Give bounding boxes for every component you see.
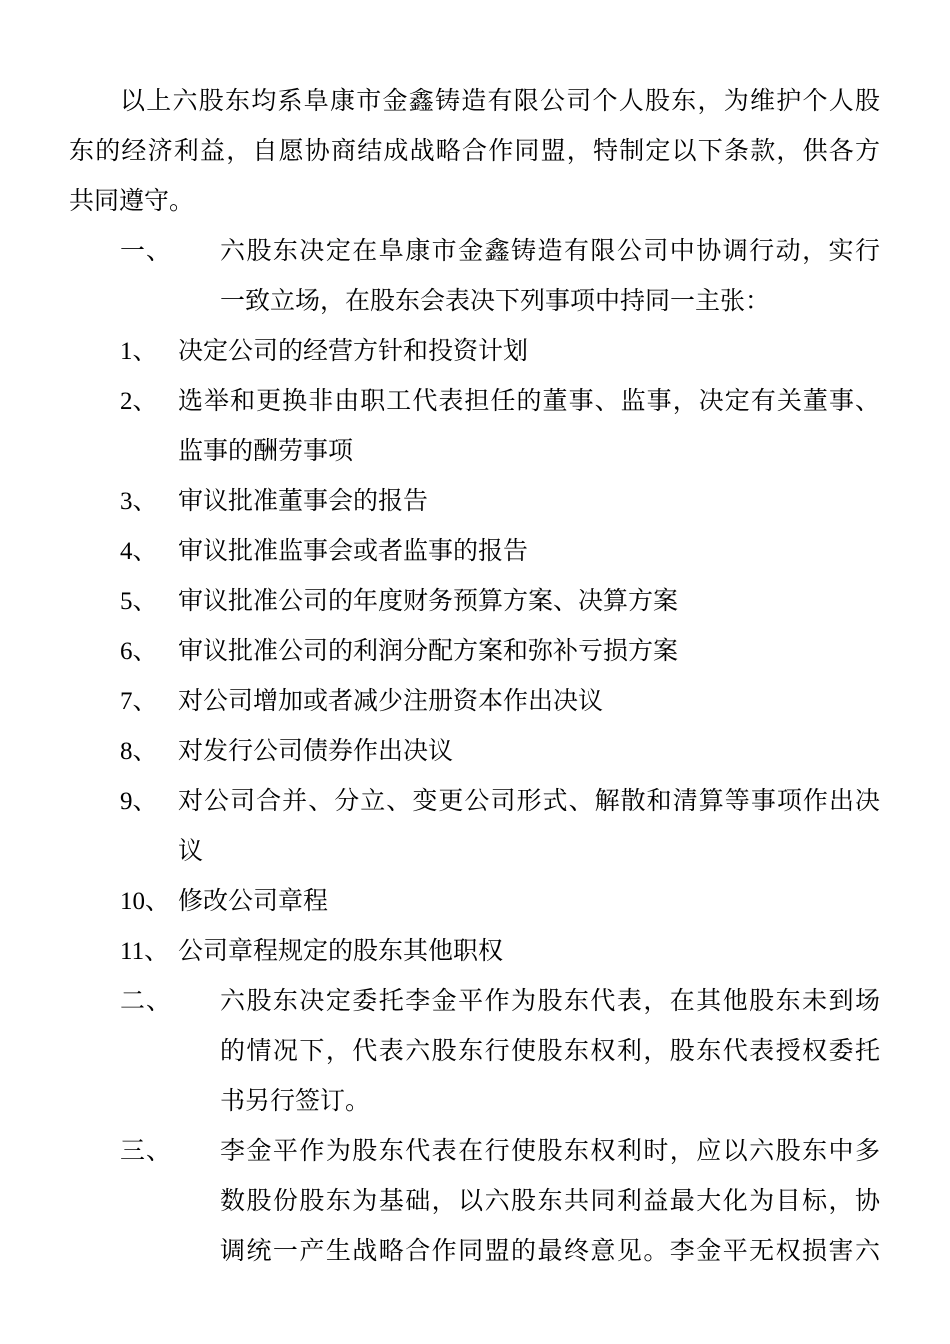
- section-text-line: 调统一产生战略合作同盟的最终意见。李金平无权损害六: [220, 1236, 880, 1265]
- intro-paragraph-line: 共同遵守。: [69, 186, 195, 215]
- intro-paragraph-line: 以上六股东均系阜康市金鑫铸造有限公司个人股东，为维护个人股: [120, 86, 880, 115]
- list-item-number: 4、: [120, 536, 158, 565]
- list-item-number: 1、: [120, 336, 158, 365]
- list-item-text: 监事的酬劳事项: [178, 436, 354, 465]
- list-item-number: 11、: [120, 936, 170, 965]
- intro-paragraph-line: 东的经济利益，自愿协商结成战略合作同盟，特制定以下条款，供各方: [69, 136, 880, 165]
- section-text-line: 李金平作为股东代表在行使股东权利时，应以六股东中多: [220, 1136, 880, 1165]
- list-item-number: 5、: [120, 586, 158, 615]
- section-text-line: 一致立场，在股东会表决下列事项中持同一主张：: [220, 286, 771, 315]
- list-item-text: 修改公司章程: [178, 886, 329, 915]
- list-item-text: 对公司增加或者减少注册资本作出决议: [178, 686, 604, 715]
- section-number: 一、: [120, 236, 173, 265]
- section-text-line: 六股东决定在阜康市金鑫铸造有限公司中协调行动，实行: [220, 236, 880, 265]
- list-item-text: 审议批准公司的年度财务预算方案、决算方案: [178, 586, 679, 615]
- section-text-line: 书另行签订。: [220, 1086, 371, 1115]
- list-item-number: 6、: [120, 636, 158, 665]
- list-item-number: 8、: [120, 736, 158, 765]
- section-text-line: 数股份股东为基础，以六股东共同利益最大化为目标，协: [220, 1186, 880, 1215]
- list-item-text: 决定公司的经营方针和投资计划: [178, 336, 529, 365]
- list-item-number: 3、: [120, 486, 158, 515]
- list-item-text: 对发行公司债券作出决议: [178, 736, 454, 765]
- section-text-line: 六股东决定委托李金平作为股东代表，在其他股东未到场: [220, 986, 880, 1015]
- list-item-number: 2、: [120, 386, 158, 415]
- section-number: 二、: [120, 986, 173, 1015]
- list-item-text: 公司章程规定的股东其他职权: [178, 936, 504, 965]
- section-text-line: 的情况下，代表六股东行使股东权利，股东代表授权委托: [220, 1036, 880, 1065]
- list-item-number: 10、: [120, 886, 171, 915]
- list-item-text: 审议批准监事会或者监事的报告: [178, 536, 529, 565]
- section-number: 三、: [120, 1136, 173, 1165]
- list-item-text: 审议批准公司的利润分配方案和弥补亏损方案: [178, 636, 679, 665]
- list-item-text: 选举和更换非由职工代表担任的董事、监事，决定有关董事、: [178, 386, 880, 415]
- list-item-number: 7、: [120, 686, 158, 715]
- list-item-text: 审议批准董事会的报告: [178, 486, 429, 515]
- list-item-text: 议: [178, 836, 204, 865]
- list-item-text: 对公司合并、分立、变更公司形式、解散和清算等事项作出决: [178, 786, 880, 815]
- list-item-number: 9、: [120, 786, 158, 815]
